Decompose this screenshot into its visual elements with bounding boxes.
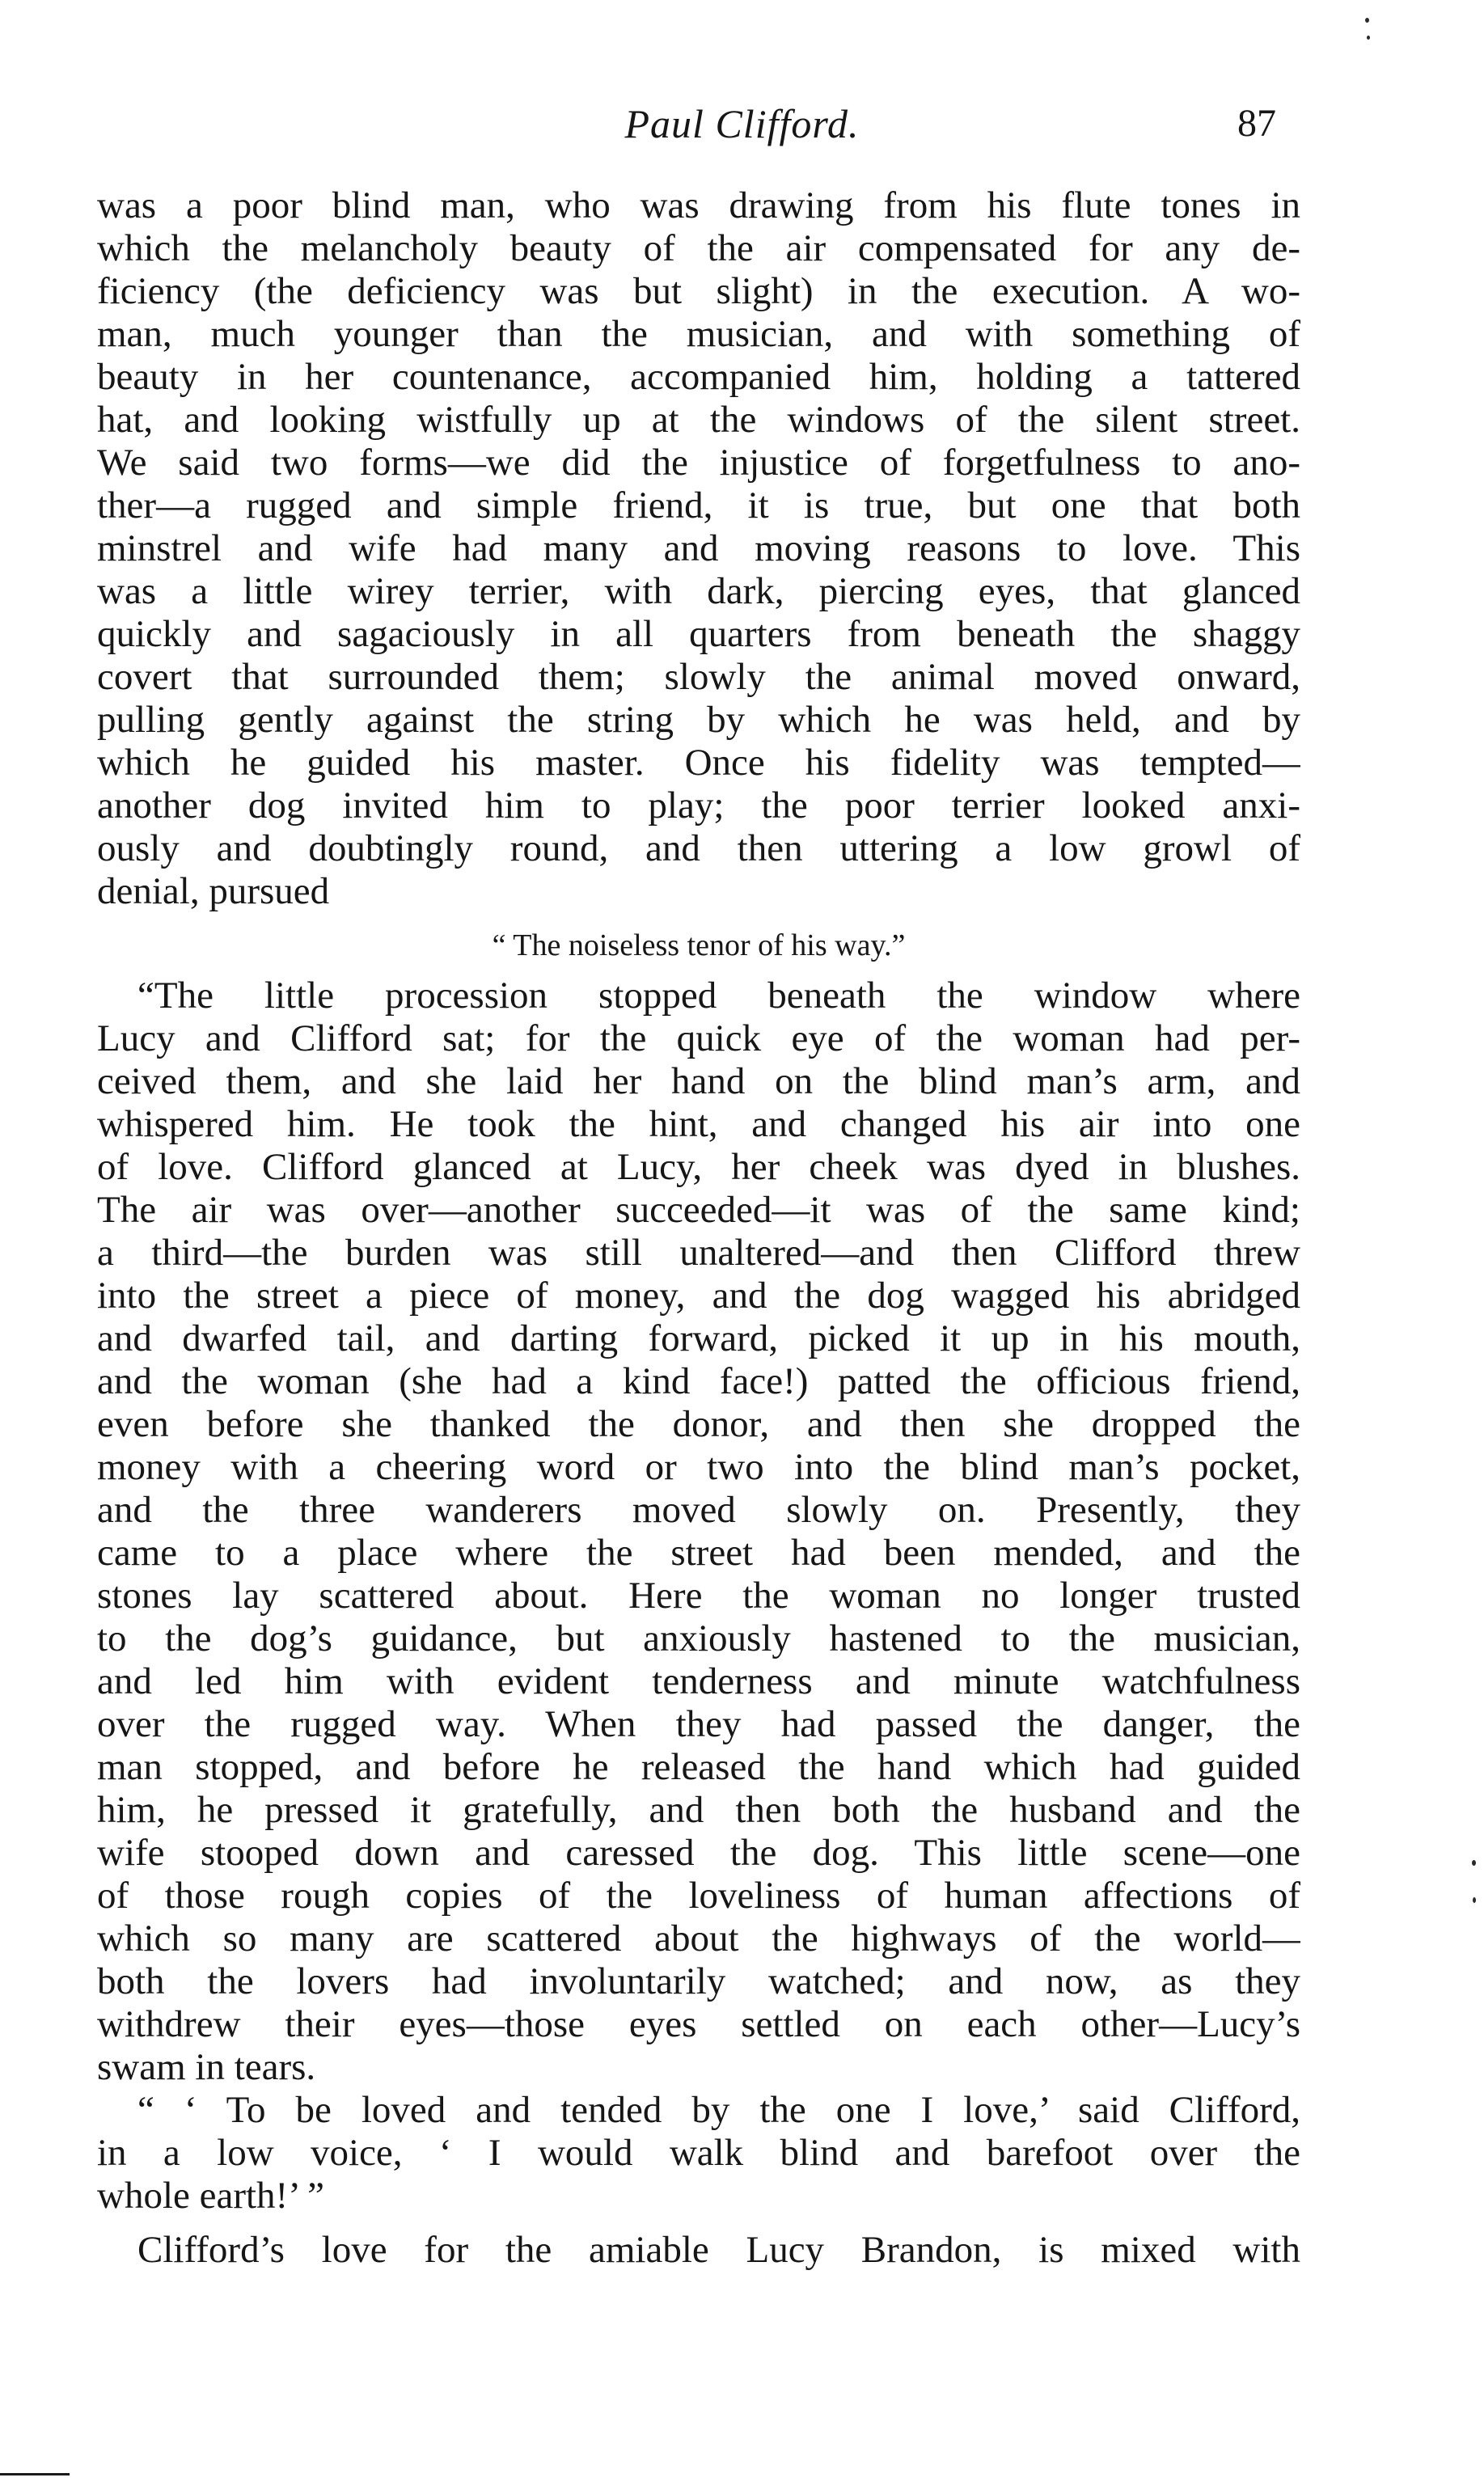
text-line: stones lay scattered about. Here the woman no longer trusted	[97, 1575, 1300, 1617]
text-line: man stopped, and before he released the hand which had guided	[97, 1746, 1300, 1788]
text-line: and led him with evident tenderness and minute watchfulness	[97, 1660, 1300, 1702]
text-line: him, he pressed it gratefully, and then both the husband and the	[97, 1789, 1300, 1831]
text-line: pulling gently against the string by which he was held, and by	[97, 699, 1300, 741]
text-line: wife stooped down and caressed the dog. This little scene—one	[97, 1832, 1300, 1874]
text-line: which the melancholy beauty of the air compensated for any de-	[97, 227, 1300, 269]
text-line: whole earth!’ ”	[97, 2175, 324, 2217]
text-line: was a little wirey terrier, with dark, piercing eyes, that glanced	[97, 570, 1300, 612]
text-line: “ ‘ To be loved and tended by the one I love,’ said Clifford,	[137, 2089, 1300, 2131]
text-line: The air was over—another succeeded—it was of the same kind;	[97, 1189, 1300, 1231]
text-line: came to a place where the street had been mended, and the	[97, 1532, 1300, 1574]
print-speck	[1365, 18, 1369, 23]
text-line: and the woman (she had a kind face!) patted the officious friend,	[97, 1360, 1300, 1402]
text-line: both the lovers had involuntarily watched; and now, as they	[97, 1960, 1300, 2002]
text-line: swam in tears.	[97, 2046, 316, 2088]
running-head	[0, 95, 1484, 152]
paragraph-gap	[97, 2218, 1300, 2229]
text-line: ceived them, and she laid her hand on the blind man’s arm, and	[97, 1060, 1300, 1102]
page-number: 87	[1237, 102, 1276, 145]
text-line: hat, and looking wistfully up at the windows of the silent street.	[97, 399, 1300, 441]
text-line: ther—a rugged and simple friend, it is true, but one that both	[97, 484, 1300, 526]
print-speck	[1473, 1897, 1476, 1903]
text-line: and dwarfed tail, and darting forward, picked it up in his mouth,	[97, 1317, 1300, 1359]
page-edge-rule	[0, 2473, 70, 2475]
text-line: beauty in her countenance, accompanied him, holding a tattered	[97, 356, 1300, 398]
text-line: quickly and sagaciously in all quarters from beneath the shaggy	[97, 613, 1300, 655]
text-line: which he guided his master. Once his fidelity was tempted—	[97, 742, 1300, 784]
text-line: to the dog’s guidance, but anxiously hastened to the musician,	[97, 1617, 1300, 1659]
text-line: even before she thanked the donor, and then she dropped the	[97, 1403, 1300, 1445]
text-line: was a poor blind man, who was drawing from his flute tones in	[97, 184, 1300, 226]
text-line: ously and doubtingly round, and then uttering a low growl of	[97, 827, 1300, 869]
print-speck	[1367, 36, 1370, 40]
text-line: “The little procession stopped beneath the window where	[137, 975, 1300, 1017]
text-line: of love. Clifford glanced at Lucy, her cheek was dyed in blushes.	[97, 1146, 1300, 1188]
text-line: Lucy and Clifford sat; for the quick eye of the woman had per-	[97, 1017, 1300, 1059]
body-text	[97, 184, 1300, 2272]
text-line: in a low voice, ‘ I would walk blind and barefoot over the	[97, 2132, 1300, 2174]
text-line: man, much younger than the musician, and with something of	[97, 313, 1300, 355]
text-line: We said two forms—we did the injustice of forgetfulness to ano-	[97, 442, 1300, 484]
text-line: covert that surrounded them; slowly the animal moved onward,	[97, 656, 1300, 698]
text-line: over the rugged way. When they had passed the danger, the	[97, 1703, 1300, 1745]
print-speck	[1472, 1860, 1476, 1866]
block-quote: “ The noiseless tenor of his way.”	[492, 928, 906, 962]
text-line: money with a cheering word or two into the blind man’s pocket,	[97, 1446, 1300, 1488]
text-line: withdrew their eyes—those eyes settled on each other—Lucy’s	[97, 2003, 1300, 2045]
text-line: into the street a piece of money, and the dog wagged his abridged	[97, 1275, 1300, 1317]
text-line: denial, pursued	[97, 870, 330, 912]
text-line: another dog invited him to play; the poor terrier looked anxi-	[97, 784, 1300, 827]
text-line: and the three wanderers moved slowly on. Presently, they	[97, 1489, 1300, 1531]
text-line: a third—the burden was still unaltered—and then Clifford threw	[97, 1232, 1300, 1274]
running-title: Paul Clifford.	[624, 101, 860, 146]
text-line: minstrel and wife had many and moving reasons to love. This	[97, 527, 1300, 569]
text-line: Clifford’s love for the amiable Lucy Brandon, is mixed with	[137, 2229, 1300, 2271]
text-line: which so many are scattered about the highways of the world—	[97, 1917, 1300, 1960]
text-line: whispered him. He took the hint, and changed his air into one	[97, 1103, 1300, 1145]
text-line: of those rough copies of the loveliness of human affections of	[97, 1875, 1300, 1917]
text-line: ficiency (the deficiency was but slight) in the execution. A wo-	[97, 270, 1300, 312]
